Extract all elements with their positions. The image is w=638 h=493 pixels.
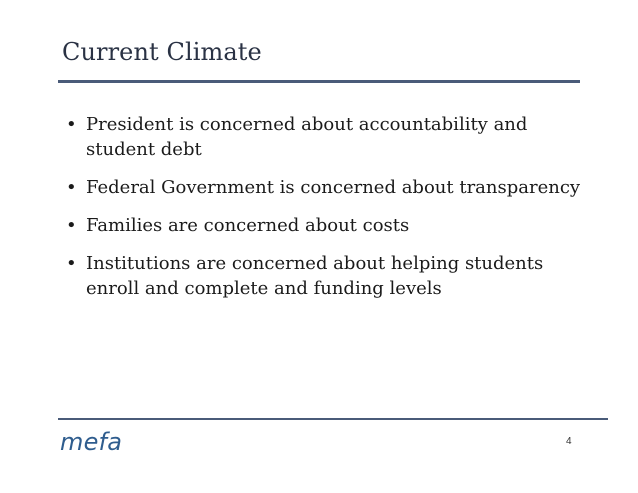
slide-title: Current Climate <box>62 38 262 66</box>
page-number: 4 <box>566 436 572 447</box>
footer-divider <box>58 418 608 420</box>
bullet-list <box>66 112 586 314</box>
bullet-text: Institutions are concerned about helping students enroll and complete and funding levels <box>86 253 544 299</box>
bullet-text: President is concerned about accountability and student debt <box>86 114 528 160</box>
bullet-marker: • <box>66 253 77 274</box>
bullet-marker: • <box>66 177 77 198</box>
mefa-logo: mefa <box>60 428 123 456</box>
bullet-item <box>66 112 586 162</box>
bullet-text: Families are concerned about costs <box>86 215 410 236</box>
bullet-item <box>66 213 586 238</box>
bullet-marker: • <box>66 215 77 236</box>
bullet-item <box>66 175 586 200</box>
bullet-item <box>66 251 586 301</box>
title-divider <box>58 80 580 83</box>
bullet-marker: • <box>66 114 77 135</box>
bullet-text: Federal Government is concerned about transparency <box>86 177 581 198</box>
